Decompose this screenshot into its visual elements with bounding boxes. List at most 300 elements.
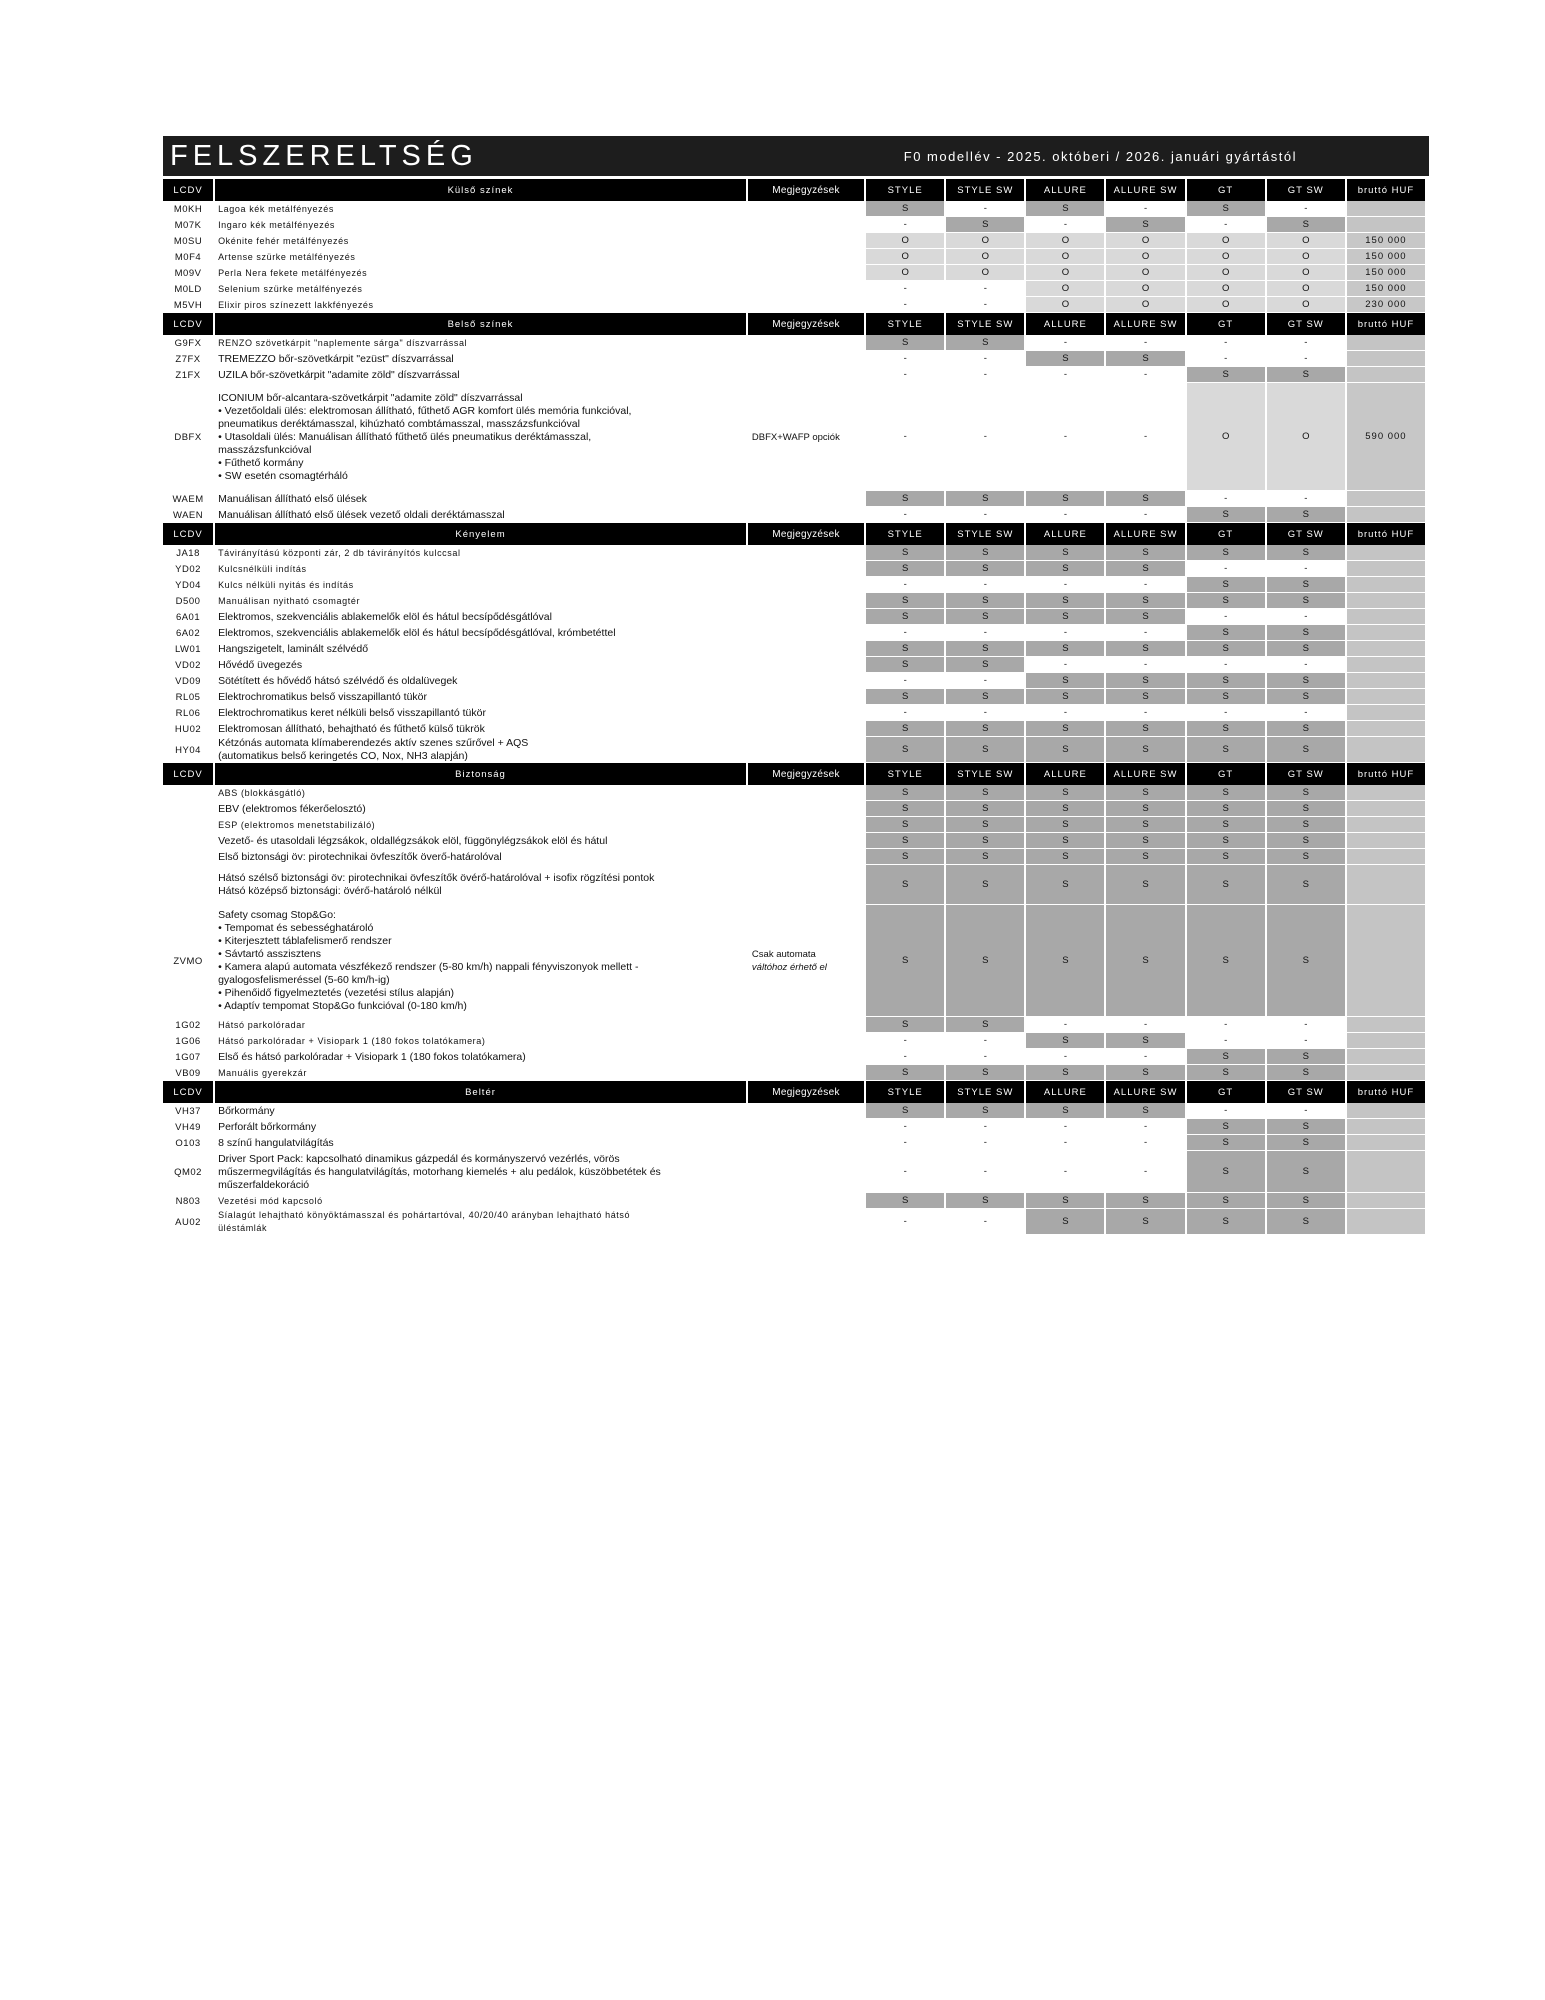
feature-description xyxy=(215,817,746,833)
availability-cell: - xyxy=(946,705,1024,721)
feature-description xyxy=(215,737,746,763)
lcdv-code: DBFX xyxy=(174,431,202,443)
feature-description xyxy=(215,673,746,689)
availability-cell: S xyxy=(1106,545,1184,561)
availability-cell: O xyxy=(866,265,944,281)
availability-cell: - xyxy=(1106,1151,1184,1193)
availability-cell: S xyxy=(866,785,944,801)
description-line: Perforált bőrkormány xyxy=(218,1120,317,1133)
availability-cell: S xyxy=(1267,545,1345,561)
availability-cell: S xyxy=(1267,1151,1345,1193)
feature-description xyxy=(215,849,746,865)
availability-cell: S xyxy=(946,491,1024,507)
price-cell xyxy=(1347,577,1425,593)
availability-cell: S xyxy=(1026,545,1104,561)
availability-cell: - xyxy=(866,507,944,523)
availability-cell: S xyxy=(1106,593,1184,609)
availability-cell: S xyxy=(866,335,944,351)
feature-description xyxy=(215,491,746,507)
availability-cell: S xyxy=(1026,833,1104,849)
availability-cell: - xyxy=(1106,1049,1184,1065)
availability-cell: - xyxy=(1267,491,1345,507)
column-header: ALLURE SW xyxy=(1106,763,1184,785)
price-cell xyxy=(1347,849,1425,865)
availability-cell: - xyxy=(866,281,944,297)
price-cell xyxy=(1347,1209,1425,1235)
lcdv-code: HU02 xyxy=(174,723,202,735)
lcdv-code: G9FX xyxy=(174,337,202,349)
availability-cell: S xyxy=(1106,561,1184,577)
description-line: EBV (elektromos fékerőelosztó) xyxy=(218,802,366,815)
table-row xyxy=(163,593,1425,609)
equipment-table xyxy=(161,179,1427,1235)
description-line: • Fűthető kormány xyxy=(218,456,304,469)
feature-description xyxy=(215,383,746,491)
availability-cell: - xyxy=(1106,625,1184,641)
feature-note xyxy=(748,1193,864,1209)
table-row xyxy=(163,1103,1425,1119)
availability-cell: S xyxy=(1106,849,1184,865)
lcdv-header: LCDV xyxy=(163,763,213,785)
feature-description xyxy=(215,905,746,1017)
description-line: Elektrochromatikus belső visszapillantó tükör xyxy=(218,690,428,703)
availability-cell: S xyxy=(866,721,944,737)
section-title: Beltér xyxy=(215,1081,746,1103)
availability-cell: - xyxy=(1187,1033,1265,1049)
table-row xyxy=(163,865,1425,905)
feature-description xyxy=(215,705,746,721)
availability-cell: - xyxy=(1026,335,1104,351)
price-cell xyxy=(1347,625,1425,641)
table-row xyxy=(163,1193,1425,1209)
availability-cell: - xyxy=(1026,383,1104,491)
lcdv-code: M0SU xyxy=(173,235,203,247)
price-cell: 150 000 xyxy=(1347,249,1425,265)
availability-cell: - xyxy=(1106,367,1184,383)
availability-cell: - xyxy=(866,1033,944,1049)
availability-cell: - xyxy=(1187,705,1265,721)
feature-description xyxy=(215,1103,746,1119)
column-header: bruttó HUF xyxy=(1347,523,1425,545)
lcdv-code: ZVMO xyxy=(173,955,203,967)
feature-note xyxy=(748,817,864,833)
availability-cell: S xyxy=(1026,785,1104,801)
feature-description xyxy=(215,1049,746,1065)
description-line: Vezetési mód kapcsoló xyxy=(218,1195,323,1206)
feature-description xyxy=(215,625,746,641)
availability-cell: S xyxy=(946,561,1024,577)
availability-cell: S xyxy=(866,737,944,763)
availability-cell: - xyxy=(866,1151,944,1193)
price-cell xyxy=(1347,721,1425,737)
availability-cell: O xyxy=(866,249,944,265)
lcdv-code: D500 xyxy=(175,595,201,607)
availability-cell: S xyxy=(1267,1135,1345,1151)
table-row xyxy=(163,1065,1425,1081)
lcdv-code: WAEN xyxy=(172,509,204,521)
table-row xyxy=(163,491,1425,507)
availability-cell: O xyxy=(1267,297,1345,313)
availability-cell: S xyxy=(946,545,1024,561)
availability-cell: - xyxy=(946,1209,1024,1235)
availability-cell: S xyxy=(1267,1209,1345,1235)
table-row xyxy=(163,609,1425,625)
availability-cell: O xyxy=(1026,297,1104,313)
availability-cell: S xyxy=(1106,673,1184,689)
feature-note xyxy=(748,491,864,507)
description-line: Kulcs nélküli nyitás és indítás xyxy=(218,579,354,590)
availability-cell: - xyxy=(1267,561,1345,577)
availability-cell: S xyxy=(1026,737,1104,763)
availability-cell: S xyxy=(1187,577,1265,593)
availability-cell: - xyxy=(946,1119,1024,1135)
feature-description xyxy=(215,721,746,737)
lcdv-code: RL06 xyxy=(175,707,201,719)
description-line: Síalagút lehajtható könyöktámasszal és pohártartóval, 40/20/40 arányban lehajtható hátsó xyxy=(218,1210,631,1220)
availability-cell: S xyxy=(946,217,1024,233)
description-line: Első biztonsági öv: pirotechnikai övfeszítők överő-határolóval xyxy=(218,850,502,863)
availability-cell: S xyxy=(1267,801,1345,817)
feature-note xyxy=(748,545,864,561)
feature-note xyxy=(748,351,864,367)
feature-note xyxy=(748,785,864,801)
availability-cell: O xyxy=(1106,233,1184,249)
lcdv-code: 1G02 xyxy=(175,1019,201,1031)
availability-cell: - xyxy=(1267,657,1345,673)
price-cell xyxy=(1347,1151,1425,1193)
price-cell: 590 000 xyxy=(1347,383,1425,491)
description-line: Hátsó középső biztonsági: övérő-határoló nélkül xyxy=(218,885,442,897)
availability-cell: S xyxy=(1187,1193,1265,1209)
lcdv-code: M09V xyxy=(174,267,202,279)
availability-cell: S xyxy=(866,641,944,657)
price-cell xyxy=(1347,1193,1425,1209)
description-line: • Tempomat és sebességhatároló xyxy=(218,922,374,934)
availability-cell: S xyxy=(1106,609,1184,625)
availability-cell: S xyxy=(1267,673,1345,689)
column-header: GT SW xyxy=(1267,179,1345,201)
availability-cell: - xyxy=(866,351,944,367)
availability-cell: - xyxy=(866,297,944,313)
column-header: STYLE xyxy=(866,763,944,785)
availability-cell: - xyxy=(1106,507,1184,523)
feature-note xyxy=(748,249,864,265)
availability-cell: - xyxy=(866,673,944,689)
availability-cell: - xyxy=(1026,367,1104,383)
feature-note xyxy=(748,905,864,1017)
availability-cell: - xyxy=(946,297,1024,313)
availability-cell: - xyxy=(946,625,1024,641)
lcdv-code: AU02 xyxy=(175,1216,201,1228)
table-row xyxy=(163,833,1425,849)
availability-cell: - xyxy=(1187,1017,1265,1033)
lcdv-code: M0KH xyxy=(173,203,203,215)
lcdv-code: YD02 xyxy=(175,563,201,575)
description-line: Hátsó parkolóradar + Visiopark 1 (180 fokos tolatókamera) xyxy=(218,1035,486,1046)
description-line: Manuális gyerekzár xyxy=(218,1067,307,1078)
table-row xyxy=(163,577,1425,593)
availability-cell: S xyxy=(866,1193,944,1209)
feature-description xyxy=(215,657,746,673)
availability-cell: - xyxy=(866,1209,944,1235)
description-line: Távirányítású központi zár, 2 db távirányítós kulccsal xyxy=(218,547,461,558)
description-line: ICONIUM bőr-alcantara-szövetkárpit "adamite zöld" díszvarrással xyxy=(218,391,523,404)
feature-description xyxy=(215,865,746,905)
availability-cell: S xyxy=(1187,737,1265,763)
availability-cell: S xyxy=(1026,201,1104,217)
availability-cell: - xyxy=(1267,1033,1345,1049)
availability-cell: O xyxy=(1187,265,1265,281)
availability-cell: S xyxy=(866,561,944,577)
availability-cell: O xyxy=(866,233,944,249)
lcdv-code: Z7FX xyxy=(175,353,201,365)
availability-cell: - xyxy=(946,281,1024,297)
availability-cell: - xyxy=(866,383,944,491)
feature-description xyxy=(215,1193,746,1209)
availability-cell: - xyxy=(866,1119,944,1135)
availability-cell: - xyxy=(1026,577,1104,593)
availability-cell: S xyxy=(1026,817,1104,833)
lcdv-code: M0F4 xyxy=(174,251,202,263)
table-row xyxy=(163,1033,1425,1049)
feature-note xyxy=(748,689,864,705)
table-row xyxy=(163,507,1425,523)
availability-cell: - xyxy=(1187,657,1265,673)
feature-description xyxy=(215,217,746,233)
availability-cell: - xyxy=(866,1049,944,1065)
lcdv-header: LCDV xyxy=(163,313,213,335)
feature-description xyxy=(215,335,746,351)
feature-note xyxy=(748,1049,864,1065)
availability-cell: O xyxy=(1187,281,1265,297)
note-line: Csak automata xyxy=(751,949,816,960)
notes-header: Megjegyzések xyxy=(748,179,864,201)
price-cell xyxy=(1347,1017,1425,1033)
availability-cell: S xyxy=(866,865,944,905)
availability-cell: S xyxy=(1187,833,1265,849)
availability-cell: O xyxy=(1187,383,1265,491)
availability-cell: S xyxy=(1026,1193,1104,1209)
availability-cell: S xyxy=(946,905,1024,1017)
feature-note xyxy=(748,281,864,297)
availability-cell: - xyxy=(1267,335,1345,351)
feature-note xyxy=(748,1119,864,1135)
lcdv-code: N803 xyxy=(175,1195,201,1207)
availability-cell: - xyxy=(946,1151,1024,1193)
description-line: üléstámlák xyxy=(218,1223,268,1233)
availability-cell: S xyxy=(1187,1119,1265,1135)
description-line: műszerfaldekoráció xyxy=(218,1178,310,1191)
availability-cell: S xyxy=(946,593,1024,609)
table-row xyxy=(163,1017,1425,1033)
table-row xyxy=(163,657,1425,673)
description-line: Hátsó parkolóradar xyxy=(218,1019,306,1030)
feature-description xyxy=(215,1119,746,1135)
section-header-row xyxy=(163,523,1425,545)
availability-cell: - xyxy=(1106,1119,1184,1135)
description-line: Kulcsnélküli indítás xyxy=(218,563,307,574)
description-line: ABS (blokkásgátló) xyxy=(218,787,306,798)
description-line: Elektromos, szekvenciális ablakemelők elöl és hátul becsípődésgátlóval, krómbetéttel xyxy=(218,626,616,639)
price-cell xyxy=(1347,657,1425,673)
feature-description xyxy=(215,609,746,625)
availability-cell: S xyxy=(866,1017,944,1033)
availability-cell: S xyxy=(1187,801,1265,817)
description-line: Lagoa kék metálfényezés xyxy=(218,203,334,214)
description-line: műszermegvilágítás és hangulatvilágítás, motorhang kiemelés + alu pedálok, küszöbbetétek és xyxy=(218,1165,661,1178)
feature-note xyxy=(748,297,864,313)
lcdv-code: VD09 xyxy=(175,675,201,687)
notes-header: Megjegyzések xyxy=(748,763,864,785)
availability-cell: S xyxy=(1026,593,1104,609)
feature-note xyxy=(748,367,864,383)
availability-cell: S xyxy=(1187,641,1265,657)
availability-cell: - xyxy=(1026,1151,1104,1193)
lcdv-code: RL05 xyxy=(175,691,201,703)
lcdv-code: M0LD xyxy=(174,283,202,295)
availability-cell: S xyxy=(1026,849,1104,865)
availability-cell: S xyxy=(1106,865,1184,905)
notes-header: Megjegyzések xyxy=(748,313,864,335)
description-line: pneumatikus deréktámasszal, kihúzható combtámasszal, masszázsfunkcióval xyxy=(218,417,580,430)
description-line: • Kiterjesztett táblafelismerő rendszer xyxy=(218,935,392,947)
page-subtitle: F0 modellév - 2025. októberi / 2026. januári gyártástól xyxy=(903,148,1297,164)
price-cell xyxy=(1347,641,1425,657)
feature-description xyxy=(215,351,746,367)
table-row xyxy=(163,905,1425,1017)
availability-cell: S xyxy=(946,801,1024,817)
description-line: UZILA bőr-szövetkárpit "adamite zöld" díszvarrással xyxy=(218,368,460,381)
availability-cell: - xyxy=(946,1049,1024,1065)
lcdv-header: LCDV xyxy=(163,523,213,545)
column-header: bruttó HUF xyxy=(1347,179,1425,201)
availability-cell: - xyxy=(1026,1017,1104,1033)
availability-cell: S xyxy=(866,657,944,673)
table-row xyxy=(163,281,1425,297)
availability-cell: S xyxy=(1187,593,1265,609)
availability-cell: S xyxy=(946,1065,1024,1081)
price-cell xyxy=(1347,1065,1425,1081)
price-cell xyxy=(1347,545,1425,561)
price-cell: 150 000 xyxy=(1347,233,1425,249)
price-cell: 230 000 xyxy=(1347,297,1425,313)
availability-cell: S xyxy=(946,641,1024,657)
availability-cell: - xyxy=(1106,335,1184,351)
availability-cell: - xyxy=(866,705,944,721)
lcdv-code: 6A02 xyxy=(175,627,201,639)
note-line-italic: váltóhoz érhető el xyxy=(751,962,827,973)
availability-cell: S xyxy=(1187,721,1265,737)
feature-description xyxy=(215,297,746,313)
price-cell: 150 000 xyxy=(1347,281,1425,297)
availability-cell: S xyxy=(1106,491,1184,507)
availability-cell: O xyxy=(1267,233,1345,249)
availability-cell: S xyxy=(1026,491,1104,507)
feature-note xyxy=(748,801,864,817)
availability-cell: S xyxy=(1026,721,1104,737)
description-line: Safety csomag Stop&Go: xyxy=(218,909,336,921)
feature-note xyxy=(748,1151,864,1193)
description-line: Selenium szürke metálfényezés xyxy=(218,283,363,294)
availability-cell: S xyxy=(866,833,944,849)
availability-cell: S xyxy=(1106,1103,1184,1119)
lcdv-code: VB09 xyxy=(175,1067,201,1079)
availability-cell: S xyxy=(1187,1135,1265,1151)
availability-cell: S xyxy=(1267,833,1345,849)
availability-cell: S xyxy=(1106,1209,1184,1235)
description-line: Perla Nera fekete metálfényezés xyxy=(218,267,368,278)
price-cell xyxy=(1347,865,1425,905)
description-line: Kétzónás automata klímaberendezés aktív szenes szűrővel + AQS xyxy=(218,737,529,749)
availability-cell: - xyxy=(946,577,1024,593)
availability-cell: S xyxy=(1267,641,1345,657)
availability-cell: O xyxy=(946,265,1024,281)
availability-cell: S xyxy=(1026,689,1104,705)
availability-cell: S xyxy=(1187,1209,1265,1235)
lcdv-code: VD02 xyxy=(175,659,201,671)
availability-cell: S xyxy=(1026,1065,1104,1081)
availability-cell: S xyxy=(1106,1193,1184,1209)
availability-cell: O xyxy=(1187,233,1265,249)
description-line: Artense szürke metálfényezés xyxy=(218,251,356,262)
price-cell xyxy=(1347,673,1425,689)
availability-cell: - xyxy=(866,577,944,593)
availability-cell: - xyxy=(1267,351,1345,367)
feature-note xyxy=(748,705,864,721)
feature-note xyxy=(748,561,864,577)
column-header: GT SW xyxy=(1267,763,1345,785)
availability-cell: S xyxy=(1267,849,1345,865)
section-header-row xyxy=(163,313,1425,335)
availability-cell: S xyxy=(1026,1103,1104,1119)
availability-cell: - xyxy=(866,217,944,233)
price-cell xyxy=(1347,561,1425,577)
feature-description xyxy=(215,249,746,265)
availability-cell: S xyxy=(1267,721,1345,737)
availability-cell: S xyxy=(946,833,1024,849)
availability-cell: S xyxy=(1267,1065,1345,1081)
feature-description xyxy=(215,801,746,817)
feature-note xyxy=(748,1033,864,1049)
price-cell xyxy=(1347,507,1425,523)
column-header: STYLE SW xyxy=(946,763,1024,785)
availability-cell: O xyxy=(1106,281,1184,297)
lcdv-code: M07K xyxy=(174,219,202,231)
availability-cell: S xyxy=(946,1193,1024,1209)
availability-cell: - xyxy=(1026,507,1104,523)
column-header: STYLE SW xyxy=(946,313,1024,335)
availability-cell: - xyxy=(946,201,1024,217)
price-cell xyxy=(1347,737,1425,763)
column-header: GT SW xyxy=(1267,1081,1345,1103)
description-line: • Utasoldali ülés: Manuálisan állítható fűthető ülés pneumatikus deréktámasszal, xyxy=(218,430,592,443)
availability-cell: S xyxy=(1267,737,1345,763)
price-cell xyxy=(1347,367,1425,383)
lcdv-code: JA18 xyxy=(176,547,200,559)
availability-cell: S xyxy=(1026,1033,1104,1049)
price-cell xyxy=(1347,1119,1425,1135)
feature-note xyxy=(748,335,864,351)
lcdv-code: 6A01 xyxy=(175,611,201,623)
feature-description xyxy=(215,281,746,297)
description-line: Manuálisan állítható első ülések vezető oldali deréktámasszal xyxy=(218,508,505,521)
equipment-document xyxy=(163,136,1429,1235)
feature-note xyxy=(748,383,864,491)
availability-cell: - xyxy=(1026,625,1104,641)
availability-cell: S xyxy=(1187,849,1265,865)
description-line: Bőrkormány xyxy=(218,1104,275,1117)
column-header: GT xyxy=(1187,523,1265,545)
